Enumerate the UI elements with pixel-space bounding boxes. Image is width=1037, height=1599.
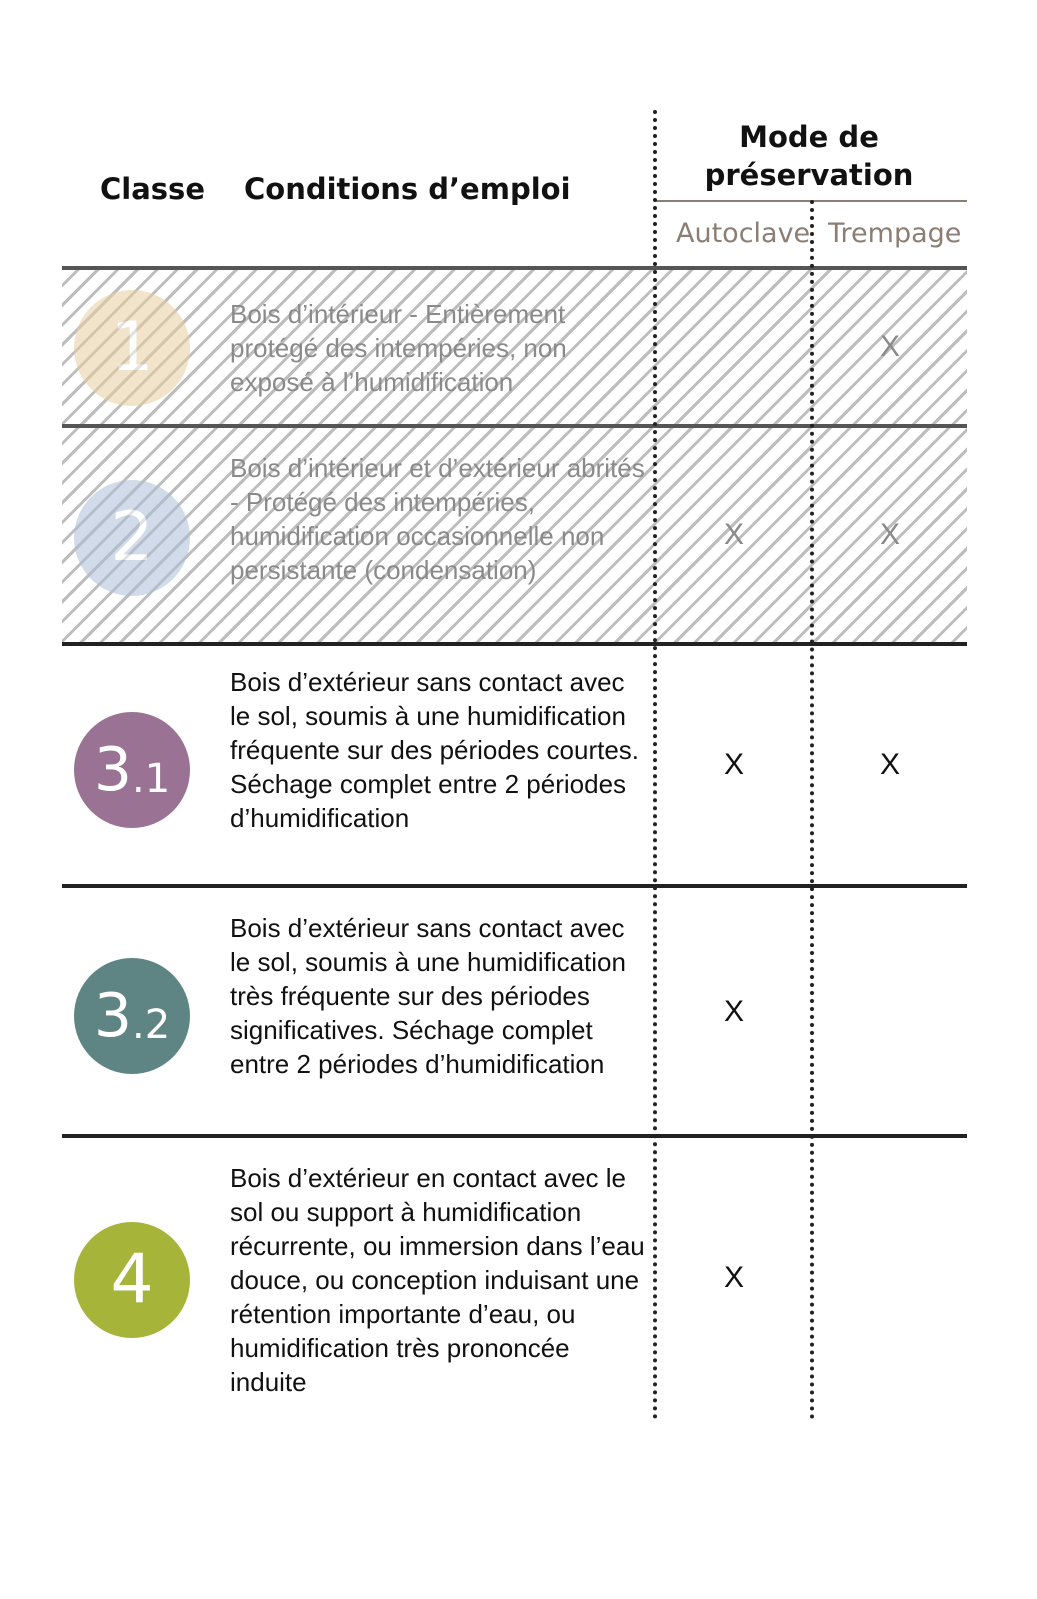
trempage-mark-2: X bbox=[879, 518, 900, 551]
condition-text-3-2: Bois d’extérieur sans contact avec le sol, soumis à une humidification très fréquente sur des périodes significatives. Séchage complet entre 2 périodes d’humidification bbox=[230, 913, 626, 1079]
class-badge-3-1 bbox=[74, 712, 190, 828]
condition-text-1: Bois d’intérieur - Entièrement protégé des intempéries, non exposé à l’humidification bbox=[230, 299, 567, 397]
class-subnumber: .2 bbox=[132, 1002, 171, 1048]
trempage-mark-1: X bbox=[879, 330, 900, 363]
row-divider bbox=[62, 884, 967, 888]
class-badge-4 bbox=[74, 1222, 190, 1338]
autoclave-mark-2: X bbox=[723, 518, 744, 551]
class-number: 1 bbox=[110, 308, 154, 387]
class-number: 3 bbox=[93, 981, 132, 1051]
header-mode-preservation: Mode de préservation bbox=[704, 120, 914, 192]
autoclave-mark-3-1: X bbox=[723, 748, 744, 781]
header-classe: Classe bbox=[100, 172, 205, 206]
autoclave-mark-4: X bbox=[723, 1261, 744, 1294]
condition-text-2: Bois d’intérieur et d’extérieur abrités - Protégé des intempéries, humidification occasionnelle non persistante (condensation) bbox=[230, 453, 645, 585]
class-badge-1 bbox=[74, 290, 190, 406]
trempage-mark-3-1: X bbox=[879, 748, 900, 781]
condition-text-4: Bois d’extérieur en contact avec le sol ou support à humidification récurrente, ou immersion dans l’eau douce, ou conception induisant une rétention importante d’eau, ou humidification très prononcée induite bbox=[230, 1163, 645, 1397]
header-autoclave: Autoclave bbox=[676, 218, 811, 249]
column-separator-trempage bbox=[810, 200, 814, 1420]
class-badge-3-2 bbox=[74, 958, 190, 1074]
row-divider bbox=[62, 1134, 967, 1138]
row-divider bbox=[62, 642, 967, 646]
class-number: 3 bbox=[93, 735, 132, 805]
autoclave-mark-3-2: X bbox=[723, 995, 744, 1028]
row-divider bbox=[62, 266, 967, 270]
condition-text-3-1: Bois d’extérieur sans contact avec le sol, soumis à une humidification fréquente sur des périodes courtes. Séchage complet entre 2 périodes d’humidification bbox=[230, 667, 640, 833]
column-separator-autoclave bbox=[653, 110, 657, 1420]
row-divider bbox=[62, 424, 967, 428]
class-subnumber: .1 bbox=[132, 756, 171, 802]
class-number: 2 bbox=[110, 498, 154, 577]
header-conditions: Conditions d’emploi bbox=[244, 172, 571, 206]
class-badge-2 bbox=[74, 480, 190, 596]
header-trempage: Trempage bbox=[828, 218, 962, 249]
class-number: 4 bbox=[110, 1240, 154, 1319]
